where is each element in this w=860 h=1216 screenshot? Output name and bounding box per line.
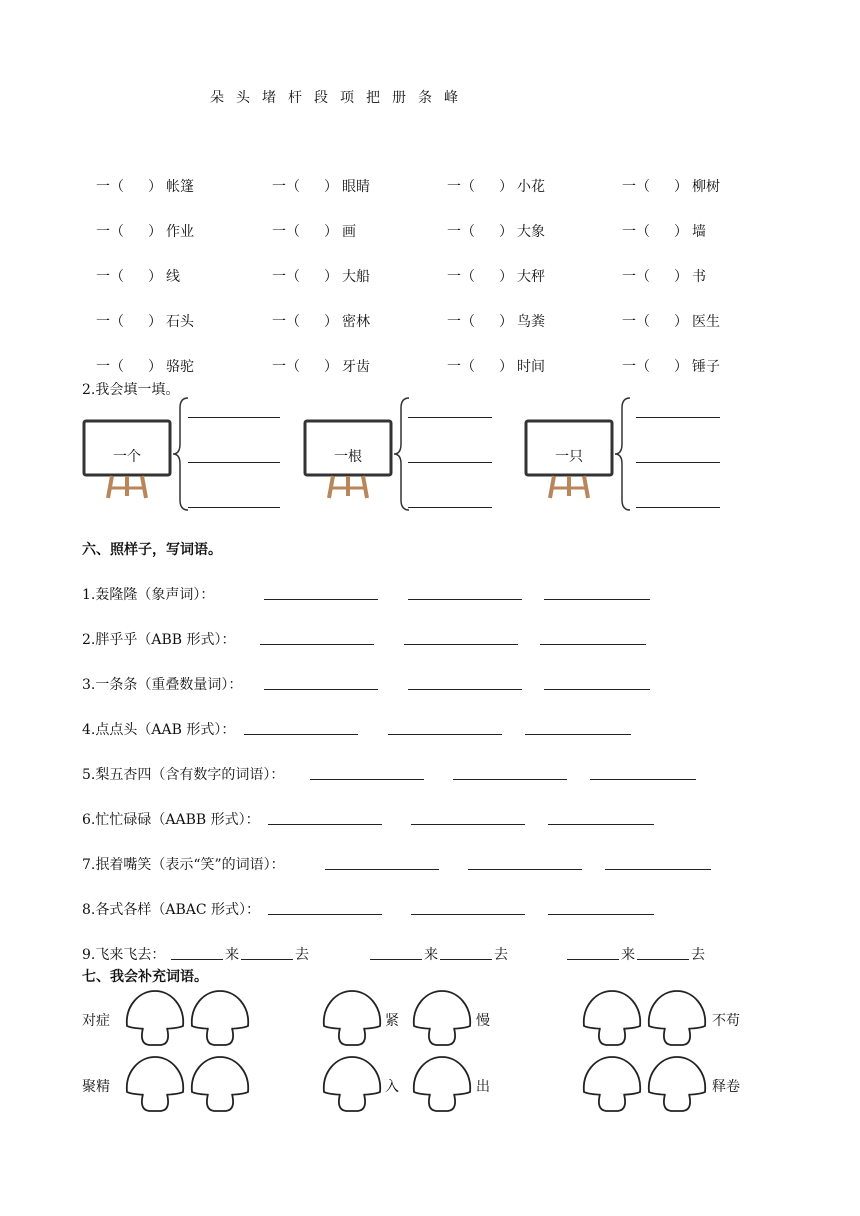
section6-item-label: 7.抿着嘴笑（表示“笑”的词语）： xyxy=(82,857,285,873)
measure-close: ） xyxy=(499,269,513,285)
answer-line[interactable] xyxy=(468,869,582,870)
measure-noun: 眼睛 xyxy=(342,179,370,195)
measure-blank[interactable] xyxy=(652,176,676,194)
answer-line[interactable] xyxy=(411,824,525,825)
brace-icon xyxy=(172,396,190,512)
answer-line[interactable] xyxy=(636,417,720,418)
measure-close: ） xyxy=(674,359,688,375)
measure-noun: 鸟粪 xyxy=(517,314,545,330)
measure-close: ） xyxy=(674,179,688,195)
measure-close: ） xyxy=(499,359,513,375)
answer-line[interactable] xyxy=(171,959,223,960)
answer-line[interactable] xyxy=(544,599,650,600)
idiom-right-text: 释卷 xyxy=(712,1079,740,1095)
measure-noun: 书 xyxy=(692,269,706,285)
measure-blank[interactable] xyxy=(302,311,326,329)
measure-prefix: 一（ xyxy=(622,269,650,285)
measure-noun: 线 xyxy=(166,269,180,285)
answer-line[interactable] xyxy=(408,507,492,508)
measure-prefix: 一（ xyxy=(447,314,475,330)
measure-prefix: 一（ xyxy=(96,269,124,285)
answer-line[interactable] xyxy=(264,599,378,600)
measure-blank[interactable] xyxy=(652,311,676,329)
answer-line[interactable] xyxy=(310,779,424,780)
answer-line[interactable] xyxy=(411,914,525,915)
answer-line[interactable] xyxy=(453,779,567,780)
brace-icon xyxy=(614,396,632,512)
answer-line[interactable] xyxy=(388,734,502,735)
answer-line[interactable] xyxy=(408,689,522,690)
answer-line[interactable] xyxy=(188,462,280,463)
measure-prefix: 一（ xyxy=(622,359,650,375)
measure-prefix: 一（ xyxy=(96,359,124,375)
measure-blank[interactable] xyxy=(126,266,150,284)
answer-line[interactable] xyxy=(188,507,280,508)
measure-noun: 石头 xyxy=(166,314,194,330)
measure-noun: 医生 xyxy=(692,314,720,330)
mushroom-blank-icon[interactable] xyxy=(188,988,252,1048)
section6-item-label: 6.忙忙碌碌（AABB 形式）： xyxy=(82,812,260,828)
measure-blank[interactable] xyxy=(477,311,501,329)
item9-qu: 去 xyxy=(494,947,508,963)
section6-item-label: 5.梨五杏四（含有数字的词语）： xyxy=(82,767,285,783)
measure-noun: 小花 xyxy=(517,179,545,195)
measure-prefix: 一（ xyxy=(447,224,475,240)
item9-lai: 来 xyxy=(621,947,635,963)
measure-close: ） xyxy=(499,179,513,195)
measure-noun: 骆驼 xyxy=(166,359,194,375)
measure-blank[interactable] xyxy=(126,356,150,374)
measure-prefix: 一（ xyxy=(272,179,300,195)
measure-prefix: 一（ xyxy=(622,224,650,240)
measure-close: ） xyxy=(324,314,338,330)
measure-noun: 大象 xyxy=(517,224,545,240)
measure-noun: 画 xyxy=(342,224,356,240)
measure-prefix: 一（ xyxy=(272,224,300,240)
q2-title: 2.我会填一填。 xyxy=(82,382,180,398)
mushroom-blank-icon[interactable] xyxy=(123,1054,187,1114)
measure-prefix: 一（ xyxy=(447,269,475,285)
idiom-right-text: 不苟 xyxy=(712,1013,740,1029)
mushroom-blank-icon[interactable] xyxy=(580,988,644,1048)
word-bank-item: 杆 xyxy=(288,90,302,106)
measure-close: ） xyxy=(324,269,338,285)
item9-label: 9.飞来飞去： xyxy=(82,947,166,963)
word-bank-item: 头 xyxy=(236,90,250,106)
section7-title: 七、我会补充词语。 xyxy=(82,969,208,985)
answer-line[interactable] xyxy=(241,959,293,960)
board-label: 一个 xyxy=(113,449,141,465)
mushroom-blank-icon[interactable] xyxy=(320,1054,384,1114)
measure-prefix: 一（ xyxy=(622,314,650,330)
section6-item-label: 1.轰隆隆（象声词）： xyxy=(82,587,215,603)
item9-lai: 来 xyxy=(424,947,438,963)
mushroom-blank-icon[interactable] xyxy=(123,988,187,1048)
measure-prefix: 一（ xyxy=(96,314,124,330)
answer-line[interactable] xyxy=(188,417,280,418)
measure-noun: 密林 xyxy=(342,314,370,330)
measure-prefix: 一（ xyxy=(272,359,300,375)
word-bank-item: 把 xyxy=(366,90,380,106)
answer-line[interactable] xyxy=(540,644,646,645)
answer-line[interactable] xyxy=(268,914,382,915)
measure-close: ） xyxy=(674,269,688,285)
measure-close: ） xyxy=(499,224,513,240)
measure-blank[interactable] xyxy=(302,221,326,239)
section6-item-label: 3.一条条（重叠数量词）： xyxy=(82,677,243,693)
measure-blank[interactable] xyxy=(126,221,150,239)
idiom-mid1-text: 入 xyxy=(385,1079,399,1095)
answer-line[interactable] xyxy=(567,959,619,960)
item9-qu: 去 xyxy=(295,947,309,963)
idiom-left-text: 对症 xyxy=(82,1013,110,1029)
measure-close: ） xyxy=(148,269,162,285)
section6-item-label: 8.各式各样（ABAC 形式）： xyxy=(82,902,261,918)
measure-prefix: 一（ xyxy=(447,179,475,195)
measure-blank[interactable] xyxy=(652,356,676,374)
measure-close: ） xyxy=(499,314,513,330)
idiom-left-text: 聚精 xyxy=(82,1079,110,1095)
measure-noun: 大船 xyxy=(342,269,370,285)
mushroom-blank-icon[interactable] xyxy=(410,988,474,1048)
measure-close: ） xyxy=(324,224,338,240)
measure-close: ） xyxy=(148,359,162,375)
measure-blank[interactable] xyxy=(302,176,326,194)
measure-close: ） xyxy=(148,179,162,195)
measure-blank[interactable] xyxy=(652,221,676,239)
section6-item-label: 4.点点头（AAB 形式）： xyxy=(82,722,236,738)
idiom-mid1-text: 紧 xyxy=(385,1013,399,1029)
answer-line[interactable] xyxy=(244,734,358,735)
measure-blank[interactable] xyxy=(477,356,501,374)
mushroom-blank-icon[interactable] xyxy=(580,1054,644,1114)
idiom-mid2-text: 出 xyxy=(476,1079,490,1095)
mushroom-blank-icon[interactable] xyxy=(645,1054,709,1114)
measure-noun: 锤子 xyxy=(692,359,720,375)
answer-line[interactable] xyxy=(636,462,720,463)
answer-line[interactable] xyxy=(525,734,631,735)
measure-prefix: 一（ xyxy=(622,179,650,195)
word-bank-item: 峰 xyxy=(444,90,458,106)
word-bank-item: 堵 xyxy=(262,90,276,106)
answer-line[interactable] xyxy=(408,599,522,600)
measure-blank[interactable] xyxy=(126,176,150,194)
answer-line[interactable] xyxy=(605,869,711,870)
mushroom-blank-icon[interactable] xyxy=(645,988,709,1048)
measure-blank[interactable] xyxy=(477,176,501,194)
measure-noun: 牙齿 xyxy=(342,359,370,375)
word-bank xyxy=(210,87,470,107)
measure-noun: 墙 xyxy=(692,224,706,240)
measure-prefix: 一（ xyxy=(447,359,475,375)
measure-noun: 大秤 xyxy=(517,269,545,285)
word-bank-item: 条 xyxy=(418,90,432,106)
answer-line[interactable] xyxy=(636,507,720,508)
measure-prefix: 一（ xyxy=(272,314,300,330)
mushroom-blank-icon[interactable] xyxy=(320,988,384,1048)
measure-noun: 柳树 xyxy=(692,179,720,195)
mushroom-blank-icon[interactable] xyxy=(188,1054,252,1114)
answer-line[interactable] xyxy=(260,644,374,645)
measure-blank[interactable] xyxy=(652,266,676,284)
section6-item-label: 2.胖乎乎（ABB 形式）： xyxy=(82,632,236,648)
item9-qu: 去 xyxy=(691,947,705,963)
measure-prefix: 一（ xyxy=(96,179,124,195)
answer-line[interactable] xyxy=(268,824,382,825)
answer-line[interactable] xyxy=(544,689,650,690)
board-label: 一只 xyxy=(555,449,583,465)
brace-icon xyxy=(393,396,411,512)
measure-blank[interactable] xyxy=(477,266,501,284)
measure-close: ） xyxy=(674,224,688,240)
board-label: 一根 xyxy=(334,449,362,465)
answer-line[interactable] xyxy=(408,417,492,418)
answer-line[interactable] xyxy=(370,959,422,960)
measure-noun: 时间 xyxy=(517,359,545,375)
answer-line[interactable] xyxy=(637,959,689,960)
measure-prefix: 一（ xyxy=(272,269,300,285)
word-bank-item: 段 xyxy=(314,90,328,106)
answer-line[interactable] xyxy=(440,959,492,960)
measure-close: ） xyxy=(148,314,162,330)
measure-close: ） xyxy=(148,224,162,240)
measure-blank[interactable] xyxy=(302,356,326,374)
item9-lai: 来 xyxy=(225,947,239,963)
word-bank-item: 项 xyxy=(340,90,354,106)
answer-line[interactable] xyxy=(264,689,378,690)
section6-title: 六、照样子，写词语。 xyxy=(82,542,222,558)
measure-close: ） xyxy=(674,314,688,330)
answer-line[interactable] xyxy=(548,914,654,915)
measure-blank[interactable] xyxy=(302,266,326,284)
measure-blank[interactable] xyxy=(477,221,501,239)
mushroom-blank-icon[interactable] xyxy=(410,1054,474,1114)
word-bank-item: 册 xyxy=(392,90,406,106)
answer-line[interactable] xyxy=(548,824,654,825)
answer-line[interactable] xyxy=(408,462,492,463)
measure-noun: 作业 xyxy=(166,224,194,240)
answer-line[interactable] xyxy=(590,779,696,780)
answer-line[interactable] xyxy=(325,869,439,870)
measure-noun: 帐篷 xyxy=(166,179,194,195)
measure-blank[interactable] xyxy=(126,311,150,329)
measure-prefix: 一（ xyxy=(96,224,124,240)
measure-close: ） xyxy=(324,359,338,375)
idiom-mid2-text: 慢 xyxy=(476,1013,490,1029)
answer-line[interactable] xyxy=(404,644,518,645)
word-bank-item: 朵 xyxy=(210,90,224,106)
measure-close: ） xyxy=(324,179,338,195)
